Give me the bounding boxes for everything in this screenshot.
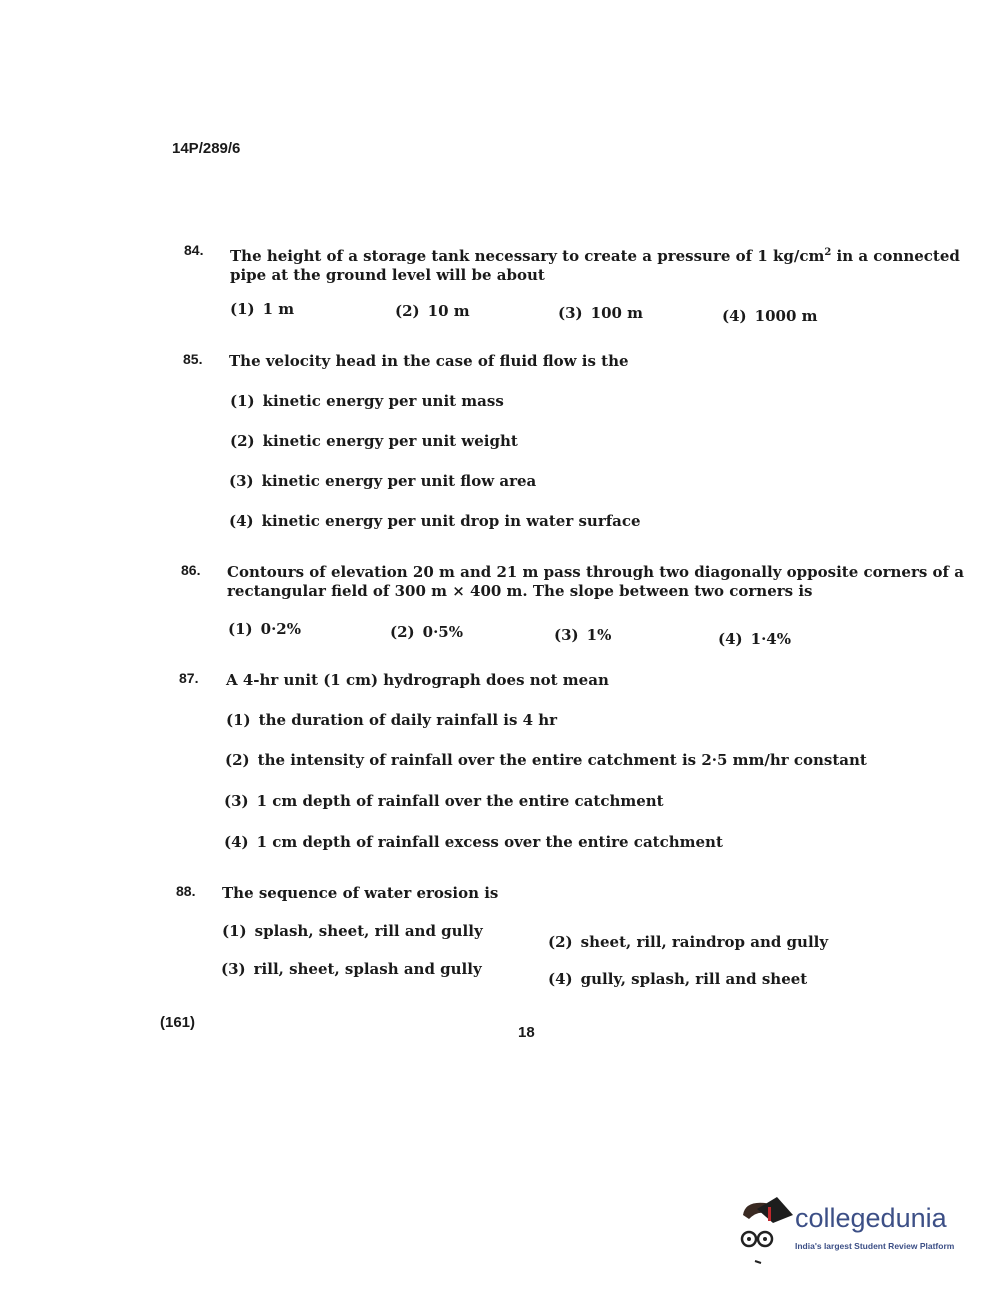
question-text-line: rectangular field of 300 m × 400 m. The slope between two corners is <box>227 582 813 600</box>
option-text: splash, sheet, rill and gully <box>254 922 483 940</box>
option-3 <box>221 960 482 978</box>
option-text: 1·4% <box>750 630 791 648</box>
option-number: (1) <box>226 711 251 729</box>
question-number: 87. <box>179 670 199 686</box>
option-number: (2) <box>395 302 420 320</box>
option-text: kinetic energy per unit mass <box>262 392 504 410</box>
option-text: kinetic energy per unit flow area <box>261 472 537 490</box>
option-1 <box>230 392 504 410</box>
option-3 <box>229 472 536 490</box>
option-number: (4) <box>229 512 254 530</box>
option-text: the duration of daily rainfall is 4 hr <box>258 711 558 729</box>
option-text: gully, splash, rill and sheet <box>580 970 808 988</box>
question-number: 86. <box>181 562 201 578</box>
option-1 <box>230 300 294 318</box>
question-text: The sequence of water erosion is <box>222 884 499 902</box>
option-number: (3) <box>221 960 246 978</box>
question-number: 88. <box>176 883 196 899</box>
option-3 <box>558 304 643 322</box>
option-number: (1) <box>230 392 255 410</box>
option-3 <box>554 626 611 644</box>
question-text-line: The height of a storage tank necessary to create a pressure of 1 kg/cm <box>230 247 825 265</box>
option-2 <box>225 751 867 769</box>
option-1 <box>226 711 557 729</box>
option-text: kinetic energy per unit drop in water surface <box>261 512 641 530</box>
option-2 <box>395 302 470 320</box>
option-number: (3) <box>554 626 579 644</box>
option-number: (2) <box>390 623 415 641</box>
option-number: (3) <box>224 792 249 810</box>
option-2 <box>390 623 463 641</box>
option-number: (2) <box>548 933 573 951</box>
question-text: The velocity head in the case of fluid flow is the <box>229 352 629 370</box>
option-text: kinetic energy per unit weight <box>262 432 518 450</box>
option-text: 1 m <box>262 300 295 318</box>
question-number: 85. <box>183 351 203 367</box>
option-text: 1% <box>586 626 612 644</box>
option-number: (4) <box>224 833 249 851</box>
option-1 <box>222 922 483 940</box>
mascot-icon <box>735 1195 793 1265</box>
page-number: 18 <box>518 1024 535 1041</box>
option-text: 0·2% <box>260 620 301 638</box>
option-text: the intensity of rainfall over the entire catchment is 2·5 mm/hr constant <box>257 751 867 769</box>
option-number: (4) <box>718 630 743 648</box>
option-text: 1000 m <box>754 307 818 325</box>
question-text: A 4-hr unit (1 cm) hydrograph does not mean <box>226 671 609 689</box>
option-text: sheet, rill, raindrop and gully <box>580 933 829 951</box>
question-text-line: in a connected <box>831 247 960 265</box>
option-number: (4) <box>722 307 747 325</box>
paper-code: 14P/289/6 <box>172 140 241 157</box>
option-4 <box>224 833 723 851</box>
option-1 <box>228 620 301 638</box>
question-number: 84. <box>184 242 204 258</box>
option-4 <box>548 970 807 988</box>
option-number: (2) <box>230 432 255 450</box>
option-4 <box>722 307 817 325</box>
option-text: 100 m <box>590 304 644 322</box>
option-text: 1 cm depth of rainfall over the entire catchment <box>256 792 664 810</box>
question-text-line: pipe at the ground level will be about <box>230 266 545 284</box>
superscript: 2 <box>824 247 832 258</box>
brand-tagline: India's largest Student Review Platform <box>795 1241 955 1251</box>
option-number: (4) <box>548 970 573 988</box>
option-2 <box>548 933 828 951</box>
option-number: (1) <box>222 922 247 940</box>
option-text: 1 cm depth of rainfall excess over the entire catchment <box>256 833 723 851</box>
option-4 <box>718 630 791 648</box>
question-text <box>227 563 964 601</box>
option-text: 10 m <box>427 302 470 320</box>
question-text-line: Contours of elevation 20 m and 21 m pass through two diagonally opposite corners of a <box>227 563 964 581</box>
option-text: rill, sheet, splash and gully <box>253 960 482 978</box>
brand-name: collegedunia <box>795 1203 947 1233</box>
collegedunia-watermark <box>735 1195 965 1265</box>
option-3 <box>224 792 664 810</box>
question-text <box>230 243 960 285</box>
option-number: (1) <box>230 300 255 318</box>
option-4 <box>229 512 641 530</box>
option-number: (3) <box>558 304 583 322</box>
option-number: (1) <box>228 620 253 638</box>
option-text: 0·5% <box>422 623 463 641</box>
footer-code: (161) <box>160 1014 196 1031</box>
option-number: (2) <box>225 751 250 769</box>
option-2 <box>230 432 518 450</box>
option-number: (3) <box>229 472 254 490</box>
